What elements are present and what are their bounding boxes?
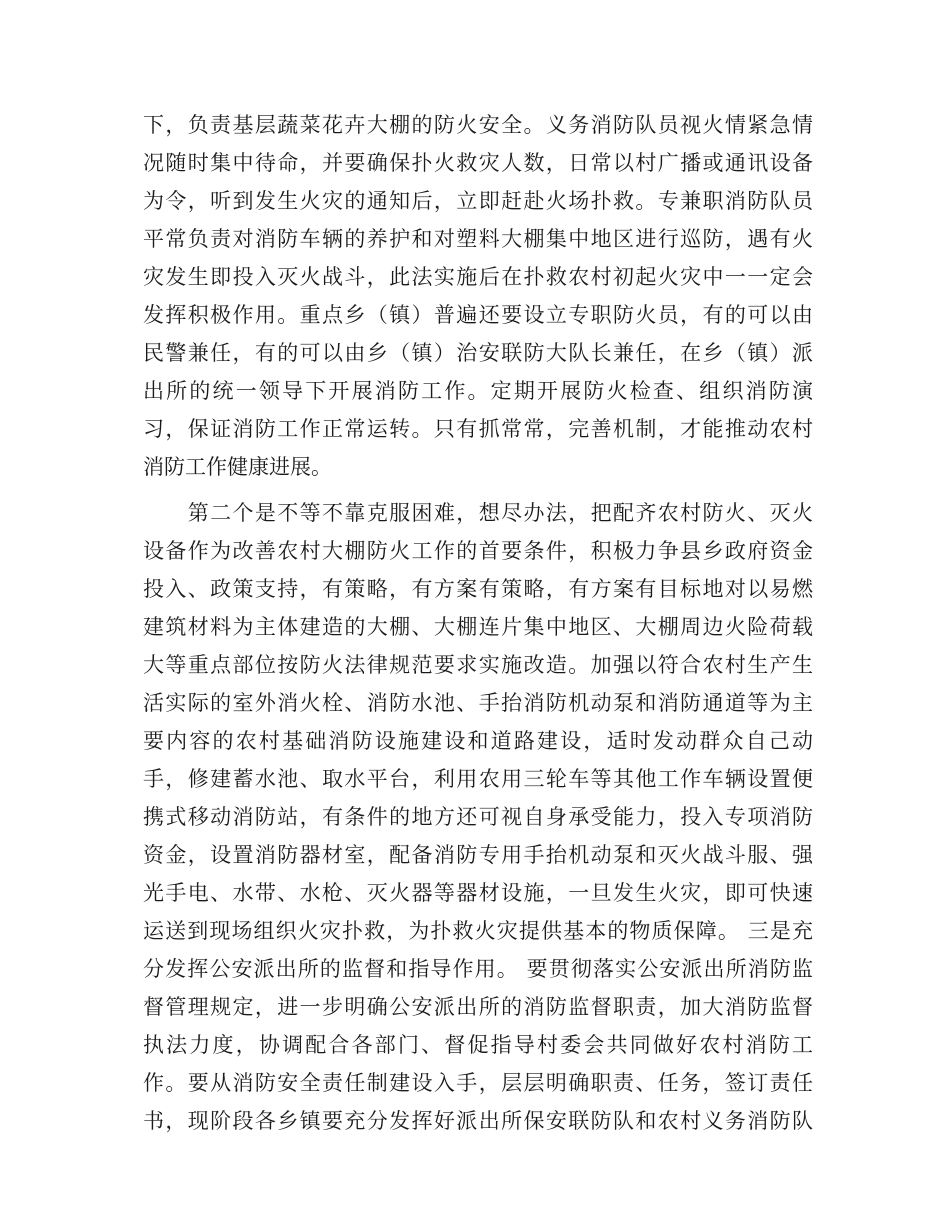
paragraph-2-line-11: 光手电、水带、水枪、灭火器等器材设施，一旦发生火灾，即可快速 (143, 881, 813, 905)
paragraph-1-line-4: 平常负责对消防车辆的养护和对塑料大棚集中地区进行巡防，遇有火 (143, 227, 813, 251)
paragraph-2-line-6: 活实际的室外消火栓、消防水池、手抬消防机动泵和消防通道等为主 (143, 691, 813, 715)
paragraph-1-line-10: 消防工作健康进展。 (143, 455, 332, 479)
paragraph-2-line-15: 执法力度，协调配合各部门、督促指导村委会共同做好农村消防工 (143, 1033, 813, 1057)
paragraph-2-line-14: 督管理规定，进一步明确公安派出所的消防监督职责，加大消防监督 (143, 995, 813, 1019)
paragraph-2-line-2: 设备作为改善农村大棚防火工作的首要条件，积极力争县乡政府资金 (143, 539, 813, 563)
paragraph-2-line-10: 资金，设置消防器材室，配备消防专用手抬机动泵和灭火战斗服、强 (143, 843, 813, 867)
paragraph-2-line-4: 建筑材料为主体建造的大棚、大棚连片集中地区、大棚周边火险荷载 (143, 615, 813, 639)
paragraph-1-line-7: 民警兼任，有的可以由乡（镇）治安联防大队长兼任，在乡（镇）派 (143, 341, 813, 365)
paragraph-2-line-16: 作。要从消防安全责任制建设入手，层层明确职责、任务，签订责任 (143, 1071, 813, 1095)
paragraph-1-line-6: 发挥积极作用。重点乡（镇）普遍还要设立专职防火员，有的可以由 (143, 303, 813, 327)
paragraph-1-line-3: 为令，听到发生火灾的通知后，立即赶赴火场扑救。专兼职消防队员 (143, 189, 813, 213)
paragraph-1-line-9: 习，保证消防工作正常运转。只有抓常常，完善机制，才能推动农村 (143, 417, 813, 441)
paragraph-2-line-9: 携式移动消防站，有条件的地方还可视自身承受能力，投入专项消防 (143, 805, 813, 829)
paragraph-1-line-2: 况随时集中待命，并要确保扑火救灾人数，日常以村广播或通讯设备 (143, 151, 813, 175)
paragraph-1-line-1: 下，负责基层蔬菜花卉大棚的防火安全。义务消防队员视火情紧急情 (143, 113, 813, 137)
paragraph-2-line-5: 大等重点部位按防火法律规范要求实施改造。加强以符合农村生产生 (143, 653, 813, 677)
paragraph-2-line-3: 投入、政策支持，有策略，有方案有策略，有方案有目标地对以易燃 (143, 577, 813, 601)
paragraph-2-line-1: 第二个是不等不靠克服困难，想尽办法，把配齐农村防火、灭火 (143, 501, 813, 525)
paragraph-2-line-12: 运送到现场组织火灾扑救，为扑救火灾提供基本的物质保障。 三是充 (143, 919, 813, 943)
paragraph-2-line-17: 书，现阶段各乡镇要充分发挥好派出所保安联防队和农村义务消防队 (143, 1109, 813, 1133)
paragraph-1-line-8: 出所的统一领导下开展消防工作。定期开展防火检查、组织消防演 (143, 379, 813, 403)
paragraph-2-line-13: 分发挥公安派出所的监督和指导作用。 要贯彻落实公安派出所消防监 (143, 957, 813, 981)
paragraph-2-line-8: 手，修建蓄水池、取水平台，利用农用三轮车等其他工作车辆设置便 (143, 767, 813, 791)
paragraph-1-line-5: 灾发生即投入灭火战斗，此法实施后在扑救农村初起火灾中一一定会 (143, 265, 813, 289)
paragraph-2-line-7: 要内容的农村基础消防设施建设和道路建设，适时发动群众自己动 (143, 729, 813, 753)
